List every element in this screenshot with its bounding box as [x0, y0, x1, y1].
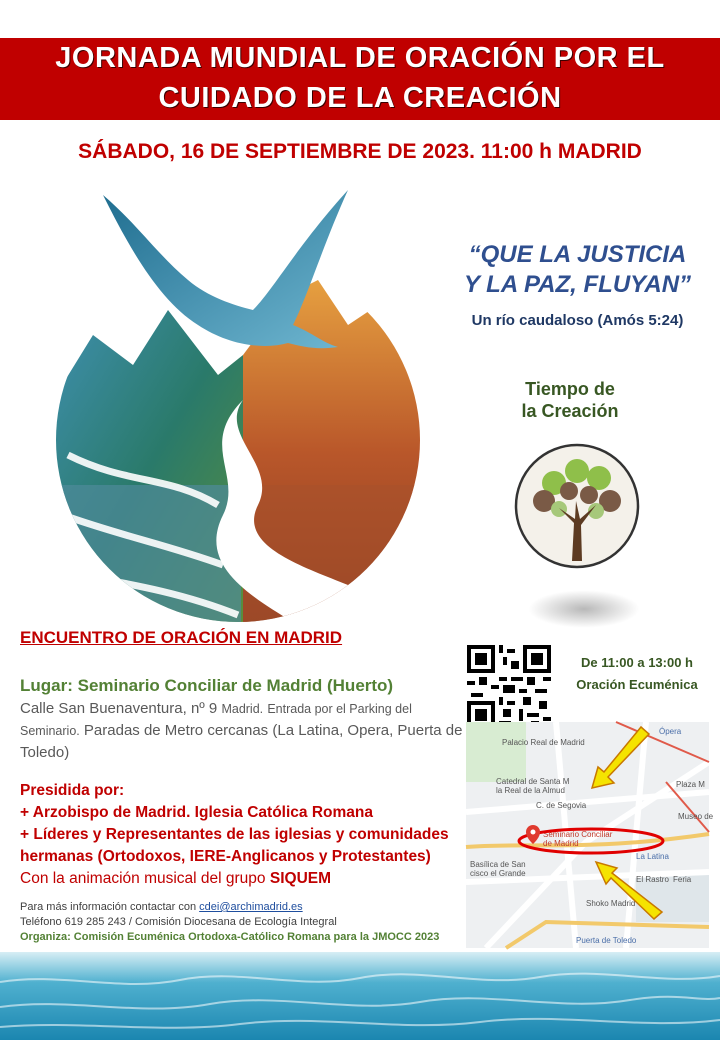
- title-line-1: JORNADA MUNDIAL DE ORACIÓN POR EL: [55, 42, 665, 74]
- water-footer-image: [0, 952, 720, 1040]
- map-label-feria: Feria: [673, 875, 692, 884]
- hours-block: [562, 652, 712, 696]
- address-block: [20, 698, 465, 764]
- tree-logo-shadow: [528, 590, 640, 628]
- address-city: Madrid.: [221, 702, 264, 716]
- lugar-heading: Lugar: Seminario Conciliar de Madrid (Huerto): [20, 676, 394, 695]
- quote-line-1: “QUE LA JUSTICIA: [468, 241, 687, 268]
- map-label-museo: Museo de: [678, 812, 714, 821]
- map-label-toledo: Puerta de Toledo: [576, 936, 637, 945]
- tiempo-line-2: la Creación: [521, 401, 619, 421]
- contact-prefix: Para más información contactar con: [20, 901, 197, 913]
- map-label-basilica-2: cisco el Grande: [470, 869, 526, 878]
- map-label-palacio: Palacio Real de Madrid: [502, 738, 585, 747]
- map-label-shoko: Shoko Madrid: [586, 899, 636, 908]
- quote-reference: Un río caudaloso (Amós 5:24): [471, 312, 684, 329]
- tree-logo-icon: [514, 443, 640, 569]
- organizer: Organiza: Comisión Ecuménica Ortodoxa-Católico Romana para la JMOCC 2023: [20, 931, 440, 943]
- presidida-block: [20, 780, 470, 890]
- musica-prefix: Con la animación musical del grupo: [20, 870, 266, 887]
- contact-email-link[interactable]: cdei@archimadrid.es: [199, 901, 303, 913]
- hours-type: Oración Ecuménica: [576, 677, 698, 692]
- encuentro-heading: ENCUENTRO DE ORACIÓN EN MADRID: [20, 628, 343, 647]
- tiempo-line-1: Tiempo de: [525, 379, 615, 399]
- map-label-basilica-1: Basílica de San: [470, 860, 526, 869]
- title-line-2: CUIDADO DE LA CREACIÓN: [158, 82, 562, 114]
- title-banner: [0, 38, 720, 120]
- map-label-catedral-1: Catedral de Santa M: [496, 777, 570, 786]
- qr-code[interactable]: [467, 645, 551, 729]
- musica-group: SIQUEM: [269, 870, 332, 887]
- map-label-latina: La Latina: [636, 852, 669, 861]
- presidida-item-1: + Arzobispo de Madrid. Iglesia Católica Romana: [20, 804, 373, 821]
- map-label-opera: Ópera: [659, 727, 682, 736]
- hours-time: De 11:00 a 13:00 h: [580, 655, 694, 670]
- location-map[interactable]: [466, 722, 714, 948]
- presidida-heading: Presidida por:: [20, 782, 125, 799]
- metro-stops: Paradas de Metro cercanas (La Latina, Opera, Puerta de Toledo): [20, 722, 463, 761]
- tiempo-creacion-label: [500, 378, 640, 422]
- contact-phone: Teléfono 619 285 243 / Comisión Diocesana de Ecología Integral: [20, 916, 337, 928]
- address-entrance: Entrada por el Parking del Seminario.: [20, 702, 412, 738]
- map-label-seminario-1: Seminario Conciliar: [543, 830, 613, 839]
- presidida-item-2: + Líderes y Representantes de las iglesias y comunidades hermanas (Ortodoxos, IERE-Anglicanos y Protestantes): [20, 826, 449, 865]
- dove-river-emblem: [48, 185, 438, 625]
- map-label-rastro: El Rastro: [636, 875, 669, 884]
- event-date: SÁBADO, 16 DE SEPTIEMBRE DE 2023. 11:00 h MADRID: [78, 140, 642, 163]
- theme-quote: [445, 240, 710, 336]
- map-label-segovia: C. de Segovia: [536, 801, 587, 810]
- address-street: Calle San Buenaventura, nº 9: [20, 700, 218, 717]
- map-label-seminario-2: de Madrid: [543, 839, 579, 848]
- map-label-plaza: Plaza M: [676, 780, 705, 789]
- map-label-catedral-2: la Real de la Almud: [496, 786, 565, 795]
- contact-block: [20, 900, 470, 945]
- quote-line-2: Y LA PAZ, FLUYAN”: [463, 271, 692, 298]
